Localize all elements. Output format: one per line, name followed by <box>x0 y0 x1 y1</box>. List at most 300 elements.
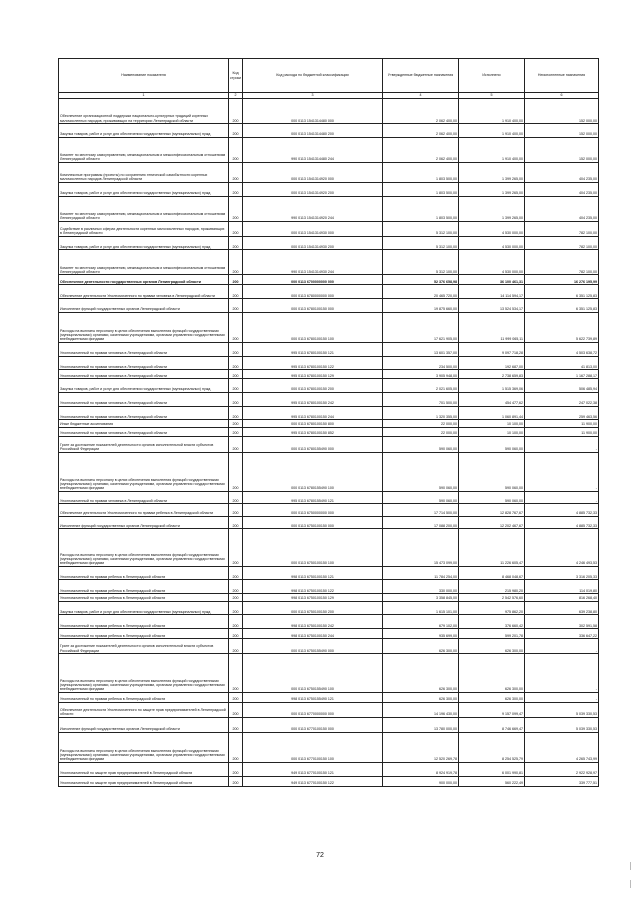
row-executed-cell: 13 524 534,17 <box>459 299 525 313</box>
row-unexecuted-cell: 114 019,80 <box>525 580 599 594</box>
row-classification-cell: 949 0113 6770100150 122 <box>243 776 383 786</box>
row-executed-cell: 11 999 065,11 <box>459 312 525 342</box>
row-line-code-cell: 200 <box>229 379 243 393</box>
row-executed-cell: 1 910 400,00 <box>459 137 525 162</box>
row-name-cell: Обеспечение деятельности государственных органов Ленинградской области <box>59 275 229 285</box>
row-unexecuted-cell: 41 813,00 <box>525 356 599 370</box>
table-row <box>59 370 599 379</box>
row-unexecuted-cell: 782 100,00 <box>525 236 599 250</box>
row-approved-cell: 13 780 000,00 <box>383 717 459 732</box>
row-unexecuted-cell: 6 351 125,83 <box>525 299 599 313</box>
row-unexecuted-cell: 247 022,38 <box>525 392 599 406</box>
row-executed-cell: 10 100,00 <box>459 427 525 436</box>
row-classification-cell: 998 0113 6750100150 121 <box>243 566 383 580</box>
row-classification-cell: 000 0113 6780100150 000 <box>243 299 383 313</box>
row-unexecuted-cell: - <box>525 692 599 702</box>
row-classification-cell: 000 0113 6780100150 200 <box>243 379 383 393</box>
table-row <box>59 566 599 580</box>
row-executed-cell: 626 300,00 <box>459 692 525 702</box>
row-approved-cell: 1 803 500,00 <box>383 182 459 196</box>
row-line-code-cell: 200 <box>229 427 243 436</box>
row-classification-cell: 998 0113 6750100150 242 <box>243 615 383 629</box>
row-unexecuted-cell: 259 463,56 <box>525 406 599 420</box>
row-unexecuted-cell: 1 167 288,17 <box>525 370 599 379</box>
edge-mark <box>630 880 631 888</box>
row-classification-cell: 990 0113 1541314930 244 <box>243 250 383 275</box>
row-approved-cell: 626 300,00 <box>383 692 459 702</box>
row-name-cell: Содействие в различных сферах деятельности коренных малочисленных народов, проживающих в Ленинградской области <box>59 221 229 236</box>
row-executed-cell: 4 530 000,00 <box>459 221 525 236</box>
column-number: 2 <box>229 93 243 99</box>
row-name-cell: Расходы на выплаты персоналу в целях обеспечения выполнения функций государственными (муниципальными) органами, казенными учреждениями, органами управления государственными внебюджетными фондами <box>59 312 229 342</box>
row-line-code-cell: 200 <box>229 639 243 654</box>
row-approved-cell: 14 196 430,00 <box>383 702 459 717</box>
row-line-code-cell: 200 <box>229 312 243 342</box>
row-unexecuted-cell: 816 268,40 <box>525 594 599 602</box>
row-line-code-cell: 200 <box>229 654 243 693</box>
row-classification-cell: 995 0113 6780100150 852 <box>243 427 383 436</box>
row-line-code-cell: 200 <box>229 762 243 776</box>
row-name-cell: Грант за достижение показателей деятельности органов исполнительной власти субъектов Российской Федерации <box>59 639 229 654</box>
row-name-cell: Уполномоченный по правам человека в Ленинградской области <box>59 491 229 504</box>
row-classification-cell: 000 0113 6780000000 000 <box>243 285 383 299</box>
row-unexecuted-cell: 2 922 928,97 <box>525 762 599 776</box>
row-classification-cell: 000 0113 6780155490 000 <box>243 436 383 452</box>
edge-mark <box>630 862 631 870</box>
row-classification-cell: 000 0113 6750100150 000 <box>243 516 383 529</box>
row-line-code-cell: 200 <box>229 580 243 594</box>
row-name-cell: Расходы на выплаты персоналу в целях обеспечения выполнения функций государственными (муниципальными) органами, казенными учреждениями, органами управления государственными внебюджетными фондами <box>59 732 229 762</box>
row-approved-cell: 19 875 660,00 <box>383 299 459 313</box>
table-row <box>59 162 599 182</box>
table-row <box>59 379 599 393</box>
row-line-code-cell: 200 <box>229 137 243 162</box>
row-classification-cell: 000 0113 6780155490 100 <box>243 452 383 491</box>
row-name-cell: Уполномоченный по правам человека в Ленинградской области <box>59 427 229 436</box>
row-approved-cell: 679 102,00 <box>383 615 459 629</box>
row-unexecuted-cell: 4 246 493,53 <box>525 529 599 567</box>
table-row <box>59 702 599 717</box>
row-classification-cell: 000 0113 6770100150 000 <box>243 717 383 732</box>
row-name-cell: Уполномоченный по правам ребенка в Ленинградской области <box>59 566 229 580</box>
row-approved-cell: 626 300,00 <box>383 654 459 693</box>
row-name-cell: Закупка товаров, работ и услуг для обеспечения государственных (муниципальных) нужд <box>59 379 229 393</box>
table-row <box>59 356 599 370</box>
row-classification-cell: 000 0113 6780100150 800 <box>243 420 383 428</box>
row-line-code-cell: 200 <box>229 275 243 285</box>
table-row <box>59 580 599 594</box>
row-approved-cell: 5 312 100,00 <box>383 221 459 236</box>
row-executed-cell: 4 530 000,00 <box>459 250 525 275</box>
row-classification-cell: 000 0113 6700000000 000 <box>243 275 383 285</box>
budget-execution-table <box>58 58 599 787</box>
row-line-code-cell: 200 <box>229 732 243 762</box>
row-line-code-cell: 200 <box>229 717 243 732</box>
row-name-cell: Уполномоченный по правам человека в Ленинградской области <box>59 342 229 356</box>
row-executed-cell: 560 222,49 <box>459 776 525 786</box>
row-line-code-cell: 200 <box>229 221 243 236</box>
row-executed-cell: 590 060,00 <box>459 436 525 452</box>
row-approved-cell: 701 500,00 <box>383 392 459 406</box>
row-classification-cell: 995 0113 6780100150 129 <box>243 370 383 379</box>
row-unexecuted-cell: 16 276 195,99 <box>525 275 599 285</box>
table-body <box>59 99 599 787</box>
row-executed-cell: 36 100 461,31 <box>459 275 525 285</box>
row-executed-cell: 1 060 891,44 <box>459 406 525 420</box>
row-approved-cell: 234 500,00 <box>383 356 459 370</box>
row-approved-cell: 2 062 400,00 <box>383 99 459 124</box>
row-line-code-cell: 200 <box>229 436 243 452</box>
row-unexecuted-cell: 3 316 205,33 <box>525 566 599 580</box>
row-name-cell: Расходы на выплаты персоналу в целях обеспечения выполнения функций государственными (муниципальными) органами, казенными учреждениями, органами управления государственными внебюджетными фондами <box>59 452 229 491</box>
header-classification: Код расхода по бюджетной классификации <box>243 59 383 93</box>
table-row <box>59 615 599 629</box>
row-unexecuted-cell: 782 100,00 <box>525 250 599 275</box>
row-unexecuted-cell: 404 235,00 <box>525 162 599 182</box>
row-approved-cell: 935 699,00 <box>383 629 459 639</box>
row-line-code-cell: 200 <box>229 452 243 491</box>
table-row <box>59 601 599 615</box>
column-number: 6 <box>525 93 599 99</box>
row-line-code-cell: 200 <box>229 342 243 356</box>
row-name-cell: Закупка товаров, работ и услуг для обеспечения государственных (муниципальных) нужд <box>59 601 229 615</box>
table-row <box>59 654 599 693</box>
row-name-cell: Иные бюджетные ассигнования <box>59 420 229 428</box>
row-classification-cell: 000 0113 6780100150 100 <box>243 312 383 342</box>
table-row <box>59 275 599 285</box>
row-executed-cell: 9 097 718,28 <box>459 342 525 356</box>
row-line-code-cell: 200 <box>229 702 243 717</box>
header-executed: Исполнено <box>459 59 525 93</box>
row-name-cell: Закупка товаров, работ и услуг для обеспечения государственных (муниципальных) нужд <box>59 124 229 138</box>
row-unexecuted-cell: 5 622 739,89 <box>525 312 599 342</box>
row-approved-cell: 3 358 845,00 <box>383 594 459 602</box>
table-row <box>59 406 599 420</box>
row-name-cell: Исполнение функций государственных органов Ленинградской области <box>59 299 229 313</box>
row-executed-cell: 215 980,20 <box>459 580 525 594</box>
header-name: Наименование показателя <box>59 59 229 93</box>
row-classification-cell: 995 0113 6780155490 121 <box>243 491 383 504</box>
row-name-cell: Комплексные программы (проекты) по сохранению этнической самобытности коренных малочисленных народов Ленинградской области <box>59 162 229 182</box>
row-approved-cell: 12 520 269,78 <box>383 732 459 762</box>
row-approved-cell: 3 905 948,00 <box>383 370 459 379</box>
row-executed-cell: 8 468 048,67 <box>459 566 525 580</box>
row-approved-cell: 900 000,00 <box>383 776 459 786</box>
row-approved-cell: 5 312 100,00 <box>383 250 459 275</box>
row-line-code-cell: 200 <box>229 406 243 420</box>
row-name-cell: Комитет по местному самоуправлению, межнациональным и межконфессиональным отношениям Ленинградской области <box>59 196 229 221</box>
row-executed-cell: 8 254 525,79 <box>459 732 525 762</box>
row-approved-cell: 15 473 099,00 <box>383 529 459 567</box>
row-classification-cell: 000 0113 6770100150 100 <box>243 732 383 762</box>
row-approved-cell: 1 803 500,00 <box>383 196 459 221</box>
row-unexecuted-cell: 152 000,00 <box>525 124 599 138</box>
row-executed-cell: 1 910 400,00 <box>459 99 525 124</box>
row-line-code-cell: 200 <box>229 601 243 615</box>
row-unexecuted-cell: 5 039 330,53 <box>525 717 599 732</box>
row-classification-cell: 000 0113 1541314930 200 <box>243 236 383 250</box>
row-line-code-cell: 200 <box>229 285 243 299</box>
row-approved-cell: 13 601 357,00 <box>383 342 459 356</box>
table-header-row <box>59 59 599 93</box>
table-row <box>59 692 599 702</box>
row-unexecuted-cell: 4 885 732,33 <box>525 516 599 529</box>
row-classification-cell: 998 0113 6750100150 244 <box>243 629 383 639</box>
row-classification-cell: 000 0113 1541314930 000 <box>243 221 383 236</box>
table-row <box>59 776 599 786</box>
column-number: 4 <box>383 93 459 99</box>
row-line-code-cell: 200 <box>229 182 243 196</box>
row-unexecuted-cell: - <box>525 639 599 654</box>
row-name-cell: Обеспечение деятельности Уполномоченного по защите прав предпринимателей в Ленинградской области <box>59 702 229 717</box>
row-classification-cell: 000 0113 6750155490 000 <box>243 639 383 654</box>
row-classification-cell: 000 0113 6750100150 100 <box>243 529 383 567</box>
row-executed-cell: 626 300,00 <box>459 639 525 654</box>
table-row <box>59 221 599 236</box>
row-approved-cell: 626 300,00 <box>383 639 459 654</box>
row-classification-cell: 995 0113 6780100150 244 <box>243 406 383 420</box>
table-row <box>59 250 599 275</box>
row-executed-cell: 1 399 265,00 <box>459 162 525 182</box>
row-executed-cell: 590 060,00 <box>459 452 525 491</box>
row-line-code-cell: 200 <box>229 420 243 428</box>
row-executed-cell: 626 300,00 <box>459 654 525 693</box>
table-row <box>59 137 599 162</box>
row-executed-cell: 2 542 576,60 <box>459 594 525 602</box>
row-classification-cell: 000 0113 1541314480 200 <box>243 124 383 138</box>
row-classification-cell: 995 0113 6780100150 122 <box>243 356 383 370</box>
row-classification-cell: 000 0113 6770000000 000 <box>243 702 383 717</box>
table-row <box>59 504 599 517</box>
column-number: 3 <box>243 93 383 99</box>
row-classification-cell: 000 0113 6750155490 100 <box>243 654 383 693</box>
row-executed-cell: 11 226 605,47 <box>459 529 525 567</box>
row-executed-cell: 376 660,42 <box>459 615 525 629</box>
row-classification-cell: 000 0113 6750000000 000 <box>243 504 383 517</box>
row-line-code-cell: 200 <box>229 392 243 406</box>
row-approved-cell: 2 021 605,00 <box>383 379 459 393</box>
row-classification-cell: 990 0113 1541314920 244 <box>243 196 383 221</box>
row-approved-cell: 22 000,00 <box>383 420 459 428</box>
table-row <box>59 236 599 250</box>
row-unexecuted-cell: 404 235,00 <box>525 196 599 221</box>
row-approved-cell: 5 312 100,00 <box>383 236 459 250</box>
row-approved-cell: 17 714 500,00 <box>383 504 459 517</box>
row-name-cell: Уполномоченный по правам человека в Ленинградской области <box>59 406 229 420</box>
row-approved-cell: 20 465 720,00 <box>383 285 459 299</box>
row-name-cell: Обеспечение деятельности Уполномоченного по правам ребенка в Ленинградской области <box>59 504 229 517</box>
row-unexecuted-cell: - <box>525 452 599 491</box>
row-name-cell: Комитет по местному самоуправлению, межнациональным и межконфессиональным отношениям Ленинградской области <box>59 250 229 275</box>
table-row <box>59 629 599 639</box>
row-name-cell: Уполномоченный по защите прав предпринимателей в Ленинградской области <box>59 776 229 786</box>
row-name-cell: Исполнение функций государственных органов Ленинградской области <box>59 717 229 732</box>
row-unexecuted-cell: 6 351 125,83 <box>525 285 599 299</box>
table-row <box>59 99 599 124</box>
row-unexecuted-cell: 11 900,00 <box>525 427 599 436</box>
row-classification-cell: 998 0113 6750155490 121 <box>243 692 383 702</box>
row-unexecuted-cell: 152 000,00 <box>525 99 599 124</box>
row-name-cell: Уполномоченный по правам человека в Ленинградской области <box>59 392 229 406</box>
table-row <box>59 342 599 356</box>
row-line-code-cell: 200 <box>229 529 243 567</box>
row-line-code-cell: 200 <box>229 370 243 379</box>
row-classification-cell: 949 0113 6770100150 121 <box>243 762 383 776</box>
table-row <box>59 312 599 342</box>
table-row <box>59 420 599 428</box>
header-unexecuted: Неисполненные назначения <box>525 59 599 93</box>
row-line-code-cell: 200 <box>229 196 243 221</box>
row-executed-cell: 975 862,20 <box>459 601 525 615</box>
row-line-code-cell: 200 <box>229 250 243 275</box>
row-name-cell: Закупка товаров, работ и услуг для обеспечения государственных (муниципальных) нужд <box>59 182 229 196</box>
table-row <box>59 639 599 654</box>
table-row <box>59 529 599 567</box>
row-executed-cell: 1 515 369,06 <box>459 379 525 393</box>
row-name-cell: Уполномоченный по правам человека в Ленинградской области <box>59 356 229 370</box>
row-classification-cell: 995 0113 6780100150 121 <box>243 342 383 356</box>
row-line-code-cell: 200 <box>229 124 243 138</box>
table-row <box>59 452 599 491</box>
row-approved-cell: 1 803 500,00 <box>383 162 459 182</box>
table-row <box>59 491 599 504</box>
row-executed-cell: 454 477,62 <box>459 392 525 406</box>
row-unexecuted-cell: 404 235,00 <box>525 182 599 196</box>
row-approved-cell: 330 000,00 <box>383 580 459 594</box>
table-row <box>59 392 599 406</box>
row-name-cell: Расходы на выплаты персоналу в целях обеспечения выполнения функций государственными (муниципальными) органами, казенными учреждениями, органами управления государственными внебюджетными фондами <box>59 529 229 567</box>
row-approved-cell: 590 060,00 <box>383 491 459 504</box>
row-unexecuted-cell: 302 591,58 <box>525 615 599 629</box>
row-name-cell: Уполномоченный по правам ребенка в Ленинградской области <box>59 615 229 629</box>
row-name-cell: Уполномоченный по правам ребенка в Ленинградской области <box>59 629 229 639</box>
row-approved-cell: 1 320 355,00 <box>383 406 459 420</box>
row-unexecuted-cell: 11 900,00 <box>525 420 599 428</box>
row-approved-cell: 22 000,00 <box>383 427 459 436</box>
row-executed-cell: 192 687,00 <box>459 356 525 370</box>
row-approved-cell: 590 060,00 <box>383 452 459 491</box>
row-unexecuted-cell: 639 238,80 <box>525 601 599 615</box>
row-line-code-cell: 200 <box>229 516 243 529</box>
row-line-code-cell: 200 <box>229 776 243 786</box>
column-number: 1 <box>59 93 229 99</box>
row-line-code-cell: 200 <box>229 504 243 517</box>
table-row <box>59 762 599 776</box>
row-executed-cell: 10 100,00 <box>459 420 525 428</box>
row-line-code-cell: 200 <box>229 615 243 629</box>
row-executed-cell: 599 201,78 <box>459 629 525 639</box>
table-row <box>59 717 599 732</box>
page-number: 72 <box>316 852 324 859</box>
header-line-code: Код строки <box>229 59 243 93</box>
row-name-cell: Обеспечение деятельности Уполномоченного по правам человека в Ленинградской области <box>59 285 229 299</box>
table-row <box>59 732 599 762</box>
row-line-code-cell: 200 <box>229 629 243 639</box>
row-line-code-cell: 200 <box>229 299 243 313</box>
row-name-cell: Исполнение функций государственных органов Ленинградской области <box>59 516 229 529</box>
row-unexecuted-cell: 506 485,94 <box>525 379 599 393</box>
row-approved-cell: 8 924 919,78 <box>383 762 459 776</box>
row-unexecuted-cell: 782 100,00 <box>525 221 599 236</box>
row-unexecuted-cell: 152 000,00 <box>525 137 599 162</box>
row-executed-cell: 12 828 767,67 <box>459 504 525 517</box>
row-approved-cell: 1 615 101,00 <box>383 601 459 615</box>
row-classification-cell: 998 0113 6750100150 122 <box>243 580 383 594</box>
row-executed-cell: 2 738 659,83 <box>459 370 525 379</box>
row-unexecuted-cell: 5 039 330,53 <box>525 702 599 717</box>
row-executed-cell: 590 060,00 <box>459 491 525 504</box>
row-line-code-cell: 200 <box>229 236 243 250</box>
row-classification-cell: 990 0113 1541314480 244 <box>243 137 383 162</box>
row-name-cell: Грант за достижение показателей деятельности органов исполнительной власти субъектов Российской Федерации <box>59 436 229 452</box>
row-approved-cell: 590 060,00 <box>383 436 459 452</box>
table-row <box>59 436 599 452</box>
row-classification-cell: 000 0113 1541314920 000 <box>243 162 383 182</box>
row-name-cell: Расходы на выплаты персоналу в целях обеспечения выполнения функций государственными (муниципальными) органами, казенными учреждениями, органами управления государственными внебюджетными фондами <box>59 654 229 693</box>
row-line-code-cell: 200 <box>229 692 243 702</box>
row-name-cell: Уполномоченный по правам ребенка в Ленинградской области <box>59 594 229 602</box>
row-name-cell: Уполномоченный по правам ребенка в Ленинградской области <box>59 580 229 594</box>
table-row <box>59 516 599 529</box>
row-executed-cell: 1 399 265,00 <box>459 196 525 221</box>
row-approved-cell: 2 062 400,00 <box>383 124 459 138</box>
row-approved-cell: 2 062 400,00 <box>383 137 459 162</box>
table-row <box>59 594 599 602</box>
row-line-code-cell: 200 <box>229 356 243 370</box>
row-executed-cell: 1 399 265,00 <box>459 182 525 196</box>
row-unexecuted-cell: 4 885 732,33 <box>525 504 599 517</box>
row-executed-cell: 6 001 990,81 <box>459 762 525 776</box>
table-row <box>59 182 599 196</box>
row-line-code-cell: 200 <box>229 162 243 182</box>
row-name-cell: Уполномоченный по правам ребенка в Ленинградской области <box>59 692 229 702</box>
row-executed-cell: 4 530 000,00 <box>459 236 525 250</box>
row-line-code-cell: 200 <box>229 491 243 504</box>
row-name-cell: Комитет по местному самоуправлению, межнациональным и межконфессиональным отношениям Ленинградской области <box>59 137 229 162</box>
row-line-code-cell: 200 <box>229 594 243 602</box>
row-unexecuted-cell: 4 503 638,72 <box>525 342 599 356</box>
table-row <box>59 196 599 221</box>
row-approved-cell: 52 376 658,98 <box>383 275 459 285</box>
row-name-cell: Закупка товаров, работ и услуг для обеспечения государственных (муниципальных) нужд <box>59 236 229 250</box>
row-approved-cell: 17 621 905,00 <box>383 312 459 342</box>
row-executed-cell: 9 157 099,47 <box>459 702 525 717</box>
row-unexecuted-cell: 336 647,22 <box>525 629 599 639</box>
row-unexecuted-cell: 4 265 743,99 <box>525 732 599 762</box>
row-executed-cell: 8 746 669,47 <box>459 717 525 732</box>
row-name-cell: Уполномоченный по защите прав предпринимателей в Ленинградской области <box>59 762 229 776</box>
row-unexecuted-cell: - <box>525 436 599 452</box>
row-classification-cell: 995 0113 6780100150 242 <box>243 392 383 406</box>
row-line-code-cell: 200 <box>229 566 243 580</box>
row-executed-cell: 12 202 467,67 <box>459 516 525 529</box>
row-approved-cell: 11 784 254,00 <box>383 566 459 580</box>
row-classification-cell: 998 0113 6750100150 129 <box>243 594 383 602</box>
row-unexecuted-cell: - <box>525 654 599 693</box>
table-row <box>59 299 599 313</box>
table-row <box>59 427 599 436</box>
row-unexecuted-cell: - <box>525 491 599 504</box>
row-classification-cell: 000 0113 1541314480 000 <box>243 99 383 124</box>
table-row <box>59 124 599 138</box>
table-row <box>59 285 599 299</box>
row-unexecuted-cell: 339 777,51 <box>525 776 599 786</box>
row-line-code-cell: 200 <box>229 99 243 124</box>
column-number: 5 <box>459 93 525 99</box>
row-executed-cell: 14 114 594,17 <box>459 285 525 299</box>
row-executed-cell: 1 910 400,00 <box>459 124 525 138</box>
row-classification-cell: 000 0113 1541314920 200 <box>243 182 383 196</box>
